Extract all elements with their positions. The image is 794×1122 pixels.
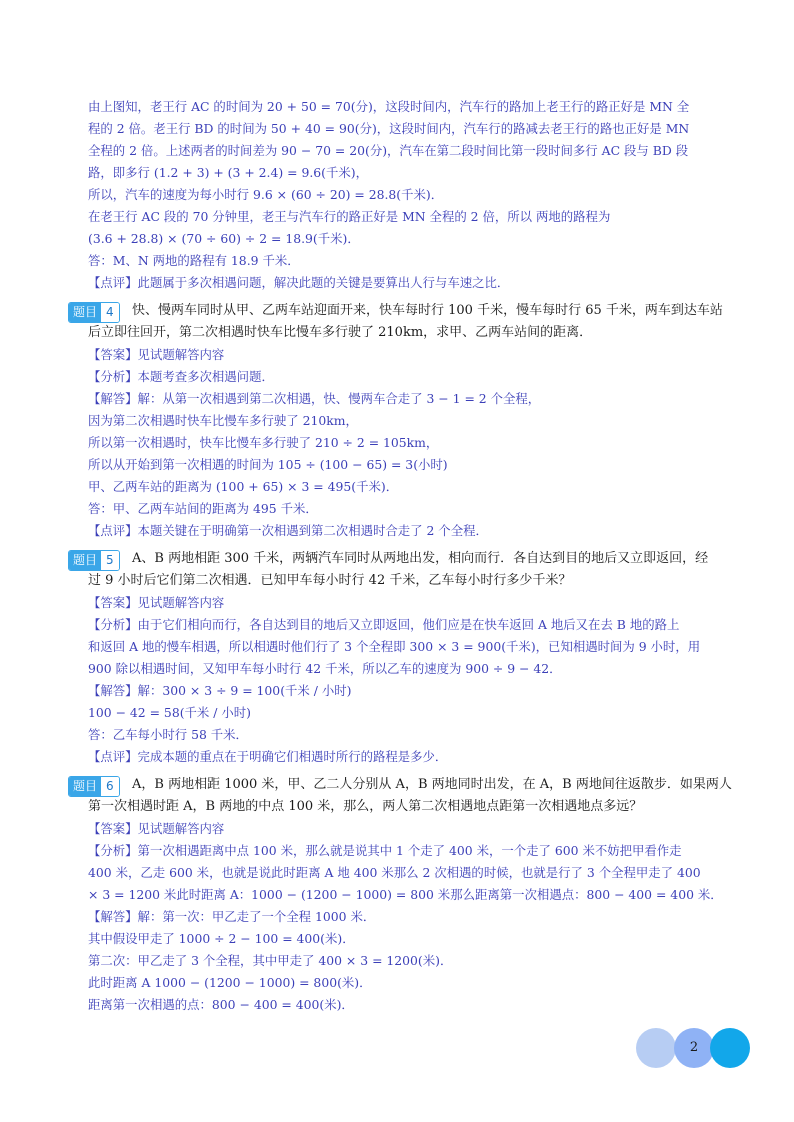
text-line: 【点评】此题属于多次相遇问题，解决此题的关键是要算出人行与车速之比． <box>88 275 510 290</box>
solution-line: 100 − 42 = 58(千米 / 小时) <box>88 705 251 720</box>
solution-line: 【答案】见试题解答内容 <box>88 595 225 610</box>
decor-circle <box>710 1028 750 1068</box>
question-line: 第一次相遇时距 A，B 两地的中点 100 米，那么，两人第二次相遇地点距第一次相遇地点多远？ <box>88 799 643 814</box>
page-number: 2 <box>689 1040 699 1055</box>
solution-line: 【答案】见试题解答内容 <box>88 347 225 362</box>
solution-line: 和返回 A 地的慢车相遇，所以相遇时他们行了 3 个全程即 300 × 3 = 900(千米)，已知相遇时间为 9 小时，用 <box>88 639 701 654</box>
solution-line: 因为第二次相遇时快车比慢车多行驶了 210km， <box>88 413 358 428</box>
solution-line: 【解答】解：300 × 3 ÷ 9 = 100(千米 / 小时) <box>88 683 352 698</box>
badge-label: 题目 <box>69 551 101 570</box>
text-line: 程的 2 倍。老王行 BD 的时间为 50 + 40 = 90(分)，这段时间内，汽车行的路减去老王行的路也正好是 MN <box>88 121 690 136</box>
badge-number: 6 <box>101 777 119 796</box>
problem-5 <box>73 548 716 768</box>
solution-line: 所以从开始到第一次相遇的时间为 105 ÷ (100 − 65) = 3(小时) <box>88 457 448 472</box>
solution-line: 400 米，乙走 600 米，也就是说此时距离 A 地 400 米那么 2 次相遇的时候，也就是行了 3 个全程甲走了 400 <box>88 865 701 880</box>
text-line: 由上图知，老王行 AC 的时间为 20 + 50 = 70(分)，这段时间内，汽车行的路加上老王行的路正好是 MN 全 <box>88 99 690 114</box>
solution-line: 距离第一次相遇的点：800 − 400 = 400(米)． <box>88 997 354 1012</box>
decor-circle <box>636 1028 676 1068</box>
solution-line: 【解答】解：第一次：甲乙走了一个全程 1000 米． <box>88 909 376 924</box>
problem-6 <box>73 774 732 1016</box>
badge-label: 题目 <box>69 303 101 322</box>
solution-line: 【点评】本题关键在于明确第一次相遇到第二次相遇时合走了 2 个全程． <box>88 523 488 538</box>
solution-line: 【答案】见试题解答内容 <box>88 821 225 836</box>
question-line <box>73 300 723 322</box>
question-text: A，B 两地相距 1000 米，甲、乙二人分别从 A，B 两地同时出发，在 A，B 两地间往返散步．如果两人 <box>132 777 732 792</box>
solution-line: 答：甲、乙两车站间的距离为 495 千米． <box>88 501 318 516</box>
solution-line: 【分析】本题考查多次相遇问题． <box>88 369 274 384</box>
solution-line: 答：乙车每小时行 58 千米． <box>88 727 248 742</box>
solution-line: 第二次：甲乙走了 3 个全程，其中甲走了 400 × 3 = 1200(米)． <box>88 953 453 968</box>
solution-line: 【解答】解：从第一次相遇到第二次相遇，快、慢两车合走了 3 − 1 = 2 个全程， <box>88 391 541 406</box>
problem-badge <box>68 550 120 571</box>
question-text: 快、慢两车同时从甲、乙两车站迎面开来，快车每时行 100 千米，慢车每时行 65 千米，两车到达车站 <box>132 303 723 318</box>
question-line <box>73 774 732 796</box>
solution-line: 【点评】完成本题的重点在于明确它们相遇时所行的路程是多少． <box>88 749 448 764</box>
solution-line: × 3 = 1200 米此时距离 A：1000 − (1200 − 1000) = 800 米那么距离第一次相遇点：800 − 400 = 400 米． <box>88 887 723 902</box>
text-line: 答：M、N 两地的路程有 18.9 千米． <box>88 253 300 268</box>
question-line <box>73 548 716 570</box>
badge-number: 5 <box>101 551 119 570</box>
question-line: 过 9 小时后它们第二次相遇．已知甲车每小时行 42 千米，乙车每小时行多少千米？ <box>88 573 572 588</box>
page-number-indicator <box>636 1028 752 1068</box>
problem-badge <box>68 776 120 797</box>
question-text: A、B 两地相距 300 千米，两辆汽车同时从两地出发，相向而行．各自达到目的地后又立即返回，经 <box>132 551 709 566</box>
text-line: 路，即多行 (1.2 + 3) + (3 + 2.4) = 9.6(千米)， <box>88 165 368 180</box>
problem-4 <box>73 300 723 542</box>
page-content <box>73 96 732 1016</box>
problem-badge <box>68 302 120 323</box>
question-line: 后立即往回开，第二次相遇时快车比慢车多行驶了 210km，求甲、乙两车站间的距离． <box>88 325 593 340</box>
solution-line: 其中假设甲走了 1000 ÷ 2 − 100 = 400(米)． <box>88 931 355 946</box>
text-line: 全程的 2 倍。上述两者的时间差为 90 − 70 = 20(分)，汽车在第二段时间比第一段时间多行 AC 段与 BD 段 <box>88 143 689 158</box>
badge-label: 题目 <box>69 777 101 796</box>
solution-line: 此时距离 A 1000 − (1200 − 1000) = 800(米)． <box>88 975 372 990</box>
solution-line: 900 除以相遇时间，又知甲车每小时行 42 千米，所以乙车的速度为 900 ÷ 9 − 42． <box>88 661 562 676</box>
text-line: 在老王行 AC 段的 70 分钟里，老王与汽车行的路正好是 MN 全程的 2 倍，所以 两地的路程为 <box>88 209 611 224</box>
text-line: (3.6 + 28.8) × (70 ÷ 60) ÷ 2 = 18.9(千米)． <box>88 231 360 246</box>
solution-line: 所以第一次相遇时，快车比慢车多行驶了 210 ÷ 2 = 105km， <box>88 435 439 450</box>
solution-line: 甲、乙两车站的距离为 (100 + 65) × 3 = 495(千米)． <box>88 479 399 494</box>
solution-line: 【分析】由于它们相向而行，各自达到目的地后又立即返回，他们应是在快车返回 A 地后又在去 B 地的路上 <box>88 617 680 632</box>
badge-number: 4 <box>101 303 119 322</box>
intro-section <box>88 96 716 294</box>
text-line: 所以，汽车的速度为每小时行 9.6 × (60 ÷ 20) = 28.8(千米)． <box>88 187 444 202</box>
solution-line: 【分析】第一次相遇距离中点 100 米，那么就是说其中 1 个走了 400 米，一个走了 600 米不妨把甲看作走 <box>88 843 682 858</box>
